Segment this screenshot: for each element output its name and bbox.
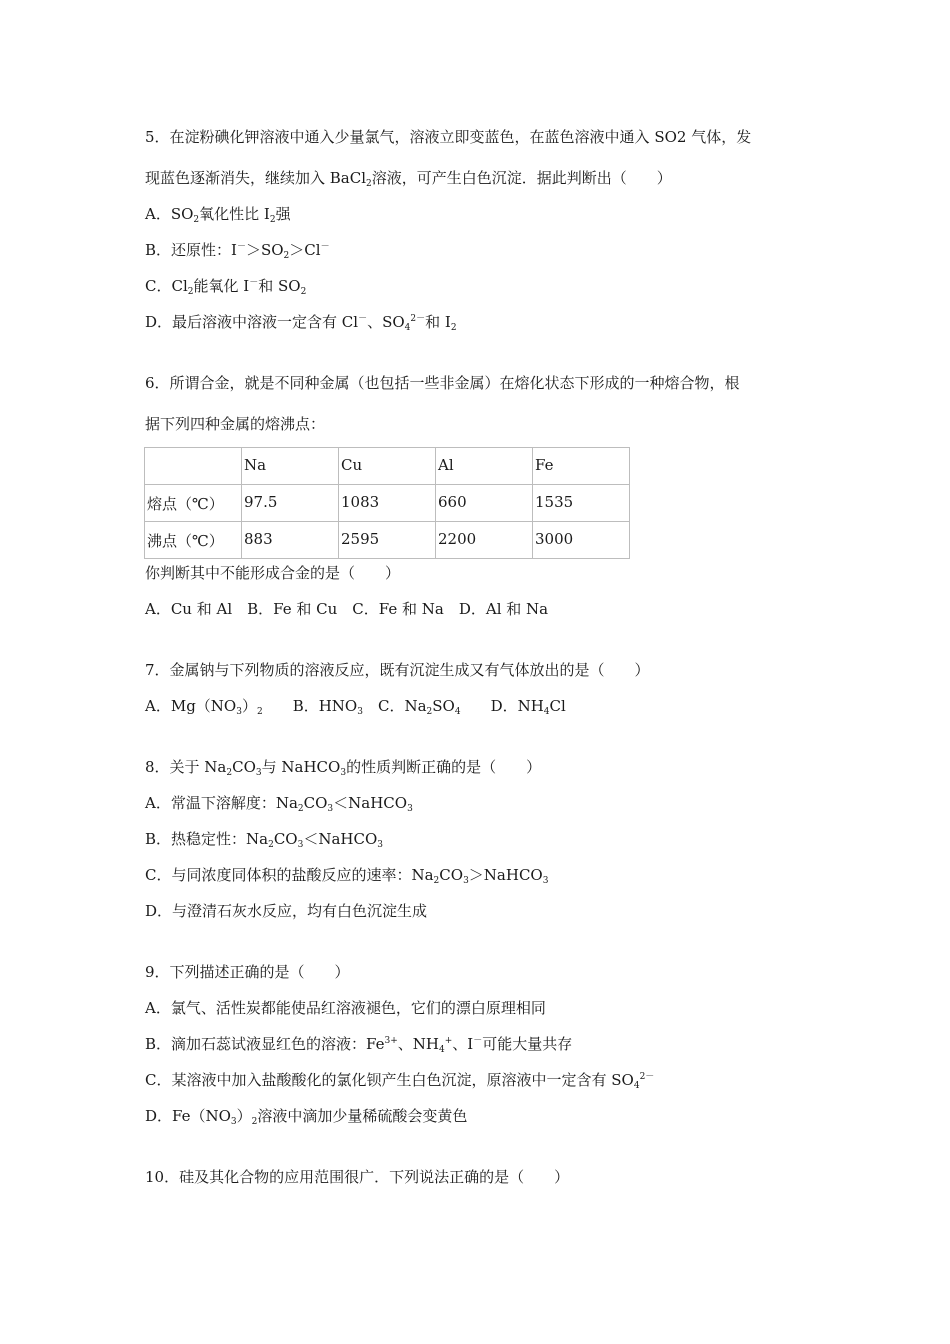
table-cell: 熔点（℃） (145, 485, 242, 522)
q9-option-a: A．氯气、活性炭都能使品红溶液褪色，它们的漂白原理相同 (145, 999, 546, 1017)
table-cell: 2200 (436, 522, 533, 559)
table-cell: Na (242, 448, 339, 485)
q6-question: 你判断其中不能形成合金的是（ ） (145, 564, 401, 582)
table-cell: 1083 (339, 485, 436, 522)
q5-stem-line2: 现蓝色逐渐消失，继续加入 BaCl$_2$溶液，可产生白色沉淀．据此判断出（ ） (145, 169, 672, 189)
table-cell: 660 (436, 485, 533, 522)
table-cell: Cu (339, 448, 436, 485)
q6-stem-line1: 6．所谓合金，就是不同种金属（也包括一些非金属）在熔化状态下形成的一种熔合物，根 (145, 374, 740, 392)
table-cell: Al (436, 448, 533, 485)
q5-option-c: C．$Cl_2$能氧化 I－和 $SO_2$ (145, 277, 307, 297)
table-cell: 沸点（℃） (145, 522, 242, 559)
q8-option-b: B．热稳定性：$Na_2CO_3<NaHCO_3$ (145, 830, 384, 850)
q6-stem-line2: 据下列四种金属的熔沸点： (145, 415, 326, 433)
q8-option-d: D．与澄清石灰水反应，均有白色沉淀生成 (145, 902, 428, 920)
melting-boiling-table (144, 447, 630, 559)
table-cell: 97.5 (242, 485, 339, 522)
table-cell (145, 448, 242, 485)
table-cell: 2595 (339, 522, 436, 559)
q5-stem-line1: 5．在淀粉碘化钾溶液中通入少量氯气，溶液立即变蓝色，在蓝色溶液中通入 SO2 气体，发 (145, 128, 752, 146)
q5-option-d: D．最后溶液中溶液一定含有 Cl－、$SO_4^{2-}$和 $I_2$ (145, 313, 457, 333)
q8-option-a: A．常温下溶解度：$Na_2CO_3<NaHCO_3$ (145, 794, 413, 814)
table-cell: Fe (533, 448, 630, 485)
q9-stem: 9．下列描述正确的是（ ） (145, 963, 350, 981)
q7-options: A．$Mg(NO_3)_2$ B．$HNO_3$ C．$Na_2SO_4$ D．$NH_4Cl$ (145, 697, 566, 717)
table-cell: 3000 (533, 522, 630, 559)
q8-option-c: C．与同浓度同体积的盐酸反应的速率：$Na_2CO_3>NaHCO_3$ (145, 866, 549, 886)
q8-stem: 8．关于 $Na_2CO_3$与 NaHCO$_3$的性质判断正确的是（ ） (145, 758, 542, 778)
table-row (145, 522, 630, 559)
table-cell: 883 (242, 522, 339, 559)
table-row (145, 485, 630, 522)
q10-stem: 10．硅及其化合物的应用范围很广．下列说法正确的是（ ） (145, 1168, 570, 1186)
q9-option-b: B．滴加石蕊试液显红色的溶液：$Fe^{3+}$、$NH_4^+$、I－可能大量共存 (145, 1035, 573, 1055)
q5-option-a: A．$SO_2$氧化性比 $I_2$强 (145, 205, 291, 225)
table-header-row (145, 448, 630, 485)
q7-stem: 7．金属钠与下列物质的溶液反应，既有沉淀生成又有气体放出的是（ ） (145, 661, 650, 679)
q9-option-c: C．某溶液中加入盐酸酸化的氯化钡产生白色沉淀，原溶液中一定含有 $SO_4^{2-}$ (145, 1071, 655, 1091)
q9-option-d: D．$Fe(NO_3)_2$溶液中滴加少量稀硫酸会变黄色 (145, 1107, 468, 1127)
table-cell: 1535 (533, 485, 630, 522)
q5-option-b: B．还原性：$I^->SO_2>Cl^-$ (145, 241, 330, 261)
q6-options: A．Cu 和 Al B．Fe 和 Cu C．Fe 和 Na D．Al 和 Na (145, 600, 549, 618)
